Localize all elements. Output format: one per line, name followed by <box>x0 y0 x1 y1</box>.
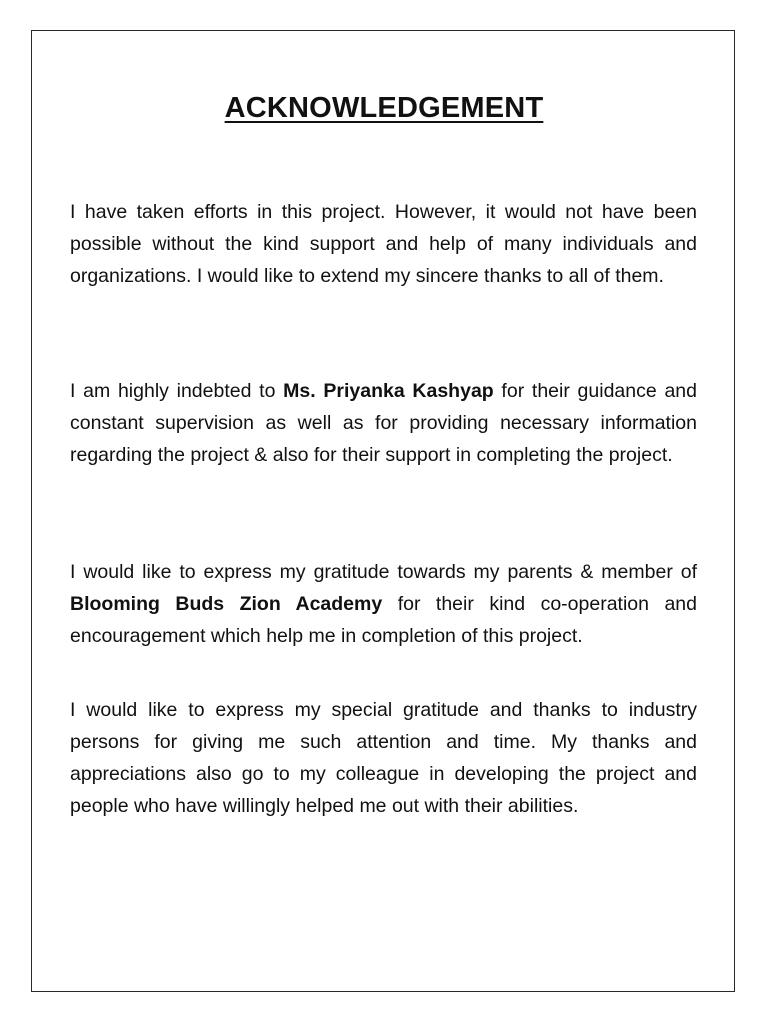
paragraph-guidance <box>70 375 697 471</box>
page-border <box>31 30 735 992</box>
page-title <box>0 88 768 128</box>
paragraph-gratitude-intro: I would like to express my gratitude towards my parents & member of <box>70 561 697 583</box>
page-title-text: ACKNOWLEDGEMENT <box>224 92 544 124</box>
school-name: Blooming Buds Zion Academy <box>70 593 383 615</box>
paragraph-guidance-intro: I am highly indebted to <box>70 380 284 402</box>
paragraph-special-thanks: I would like to express my special gratitude and thanks to industry persons for giving me such attention and time. My thanks and appreciations also go to my colleague in developing the project and people who have willingly helped me out with their abilities. <box>70 699 697 817</box>
paragraph-gratitude-rest: for their kind co-operation and encouragement which help me in completion of this project. <box>70 593 697 647</box>
paragraph-guidance-rest: for their guidance and constant supervision as well as for providing necessary information regarding the project & also for their support in completing the project. <box>70 380 697 466</box>
guide-name: Ms. Priyanka Kashyap <box>283 380 494 402</box>
paragraph-efforts: I have taken efforts in this project. However, it would not have been possible without the kind support and help of many individuals and organizations. I would like to extend my sincere thanks to all of them. <box>70 201 697 287</box>
paragraph-gratitude <box>70 556 697 652</box>
